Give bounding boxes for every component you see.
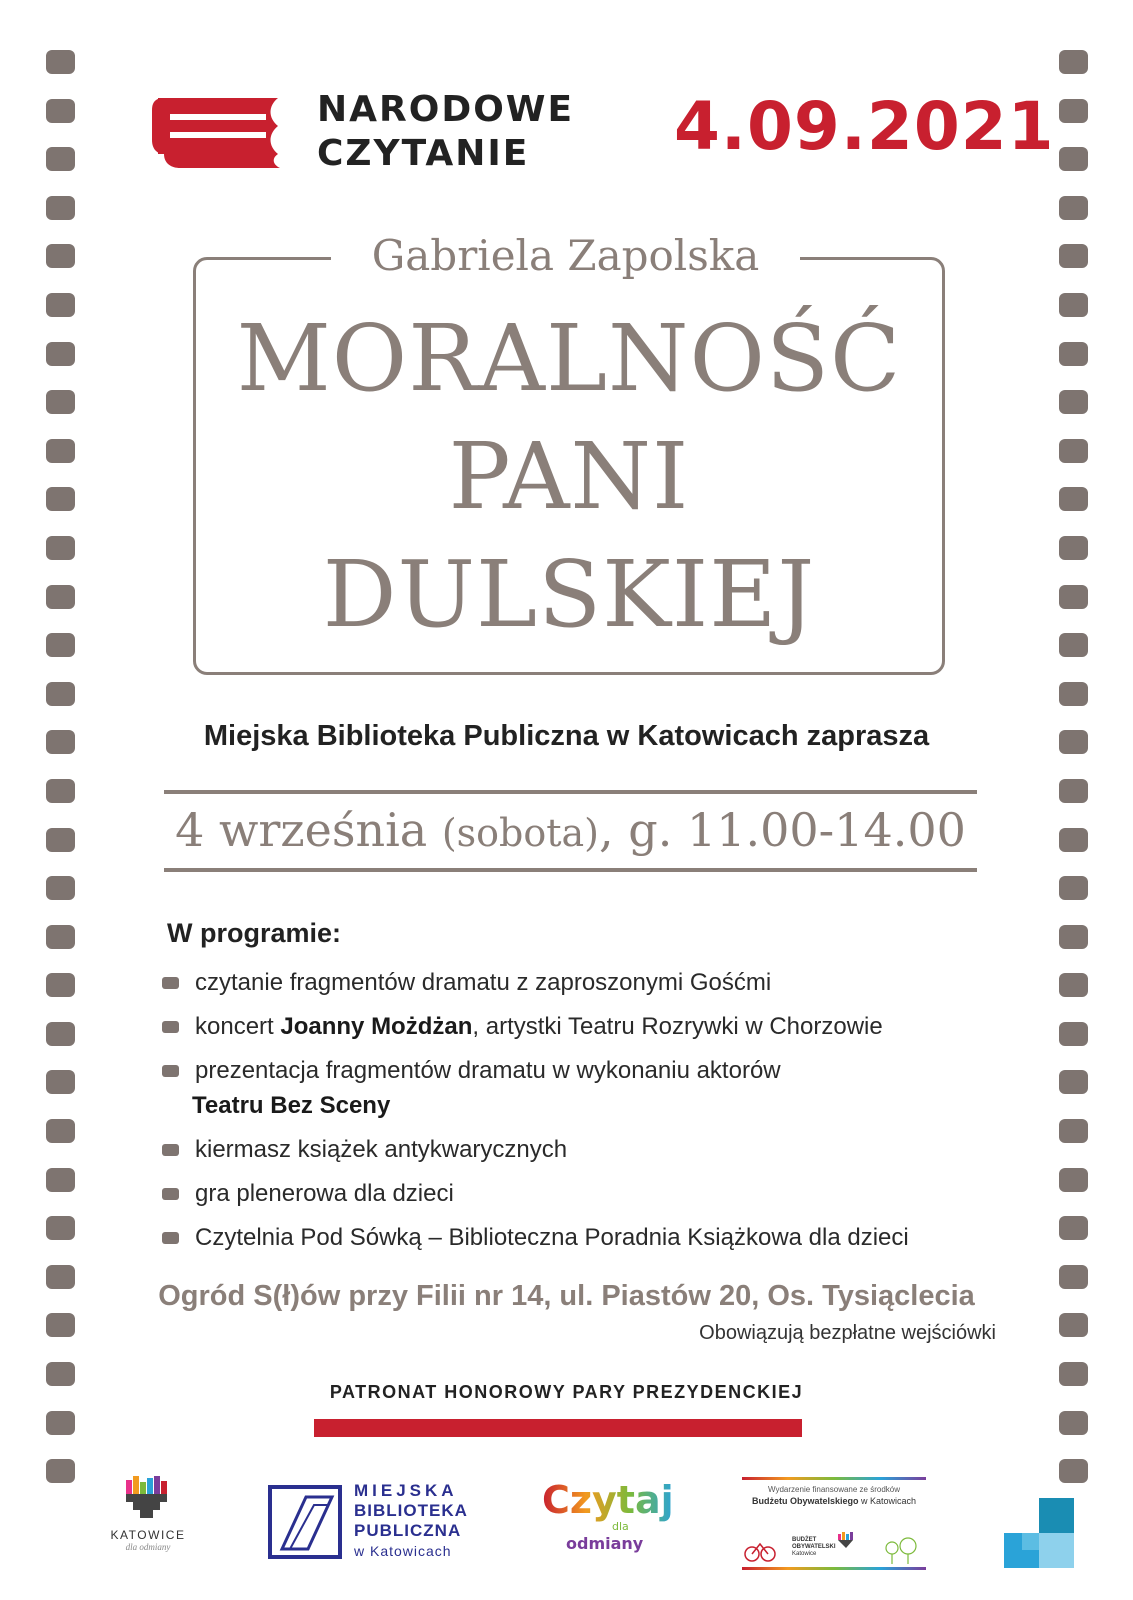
program-heading: W programie: xyxy=(167,918,342,948)
invitation-line: Miejska Biblioteka Publiczna w Katowicach zaprasza xyxy=(203,720,930,752)
list-item: prezentacja fragmentów dramatu w wykonaniu aktorów Teatru Bez Sceny xyxy=(162,1056,1002,1120)
czytaj-logo-main: Czytaj xyxy=(542,1478,674,1522)
divider-top xyxy=(164,790,977,794)
program-list xyxy=(162,968,1002,1267)
budzet-small-logo: BUDŻET OBYWATELSKI Katowice xyxy=(792,1537,836,1557)
bullet-icon xyxy=(162,1232,179,1244)
title-line-2: PANI xyxy=(448,423,690,530)
budzet-caption: Wydarzenie finansowane ze środków xyxy=(768,1485,900,1494)
bullet-icon xyxy=(162,1065,179,1077)
budzet-caption-2: Budżetu Obywatelskiego w Katowicach xyxy=(751,1496,917,1506)
divider-bottom xyxy=(164,868,977,872)
katowice-logo xyxy=(103,1476,193,1552)
title-line-3: DULSKIEJ xyxy=(322,541,816,648)
red-bar xyxy=(314,1419,802,1437)
title-line-1: MORALNOŚĆ xyxy=(236,305,902,412)
list-item: czytanie fragmentów dramatu z zaproszonymi Gośćmi xyxy=(162,968,1002,997)
mbp-logo-text: MIEJSKA BIBLIOTEKA PUBLICZNA w Katowicach xyxy=(354,1481,468,1559)
katowice-name: KATOWICE xyxy=(110,1528,186,1542)
brand-line-1: NARODOWE xyxy=(317,89,575,130)
film-perforation-left xyxy=(46,50,75,1483)
brand-line-2: CZYTANIE xyxy=(317,133,530,174)
bullet-icon xyxy=(162,977,179,989)
event-location: Ogród S(ł)ów przy Filii nr 14, ul. Piastów 20, Os. Tysiąclecia xyxy=(158,1280,975,1312)
bullet-icon xyxy=(162,1188,179,1200)
blue-squares-icon xyxy=(1004,1498,1074,1568)
katowice-heart-icon xyxy=(123,1476,173,1522)
film-perforation-right xyxy=(1059,50,1088,1483)
event-day: 4 września xyxy=(175,803,428,857)
tickets-note: Obowiązują bezpłatne wejściówki xyxy=(699,1322,996,1344)
czytaj-logo-dla: dla xyxy=(612,1520,629,1533)
budzet-icons xyxy=(742,1530,926,1568)
list-item: koncert Joanny Możdżan, artystki Teatru Rozrywki w Chorzowie xyxy=(162,1012,1002,1041)
author-name: Gabriela Zapolska xyxy=(331,228,800,284)
event-time xyxy=(164,800,977,863)
event-hours: , g. 11.00-14.00 xyxy=(599,803,966,857)
czytaj-logo-odmiany: odmiany xyxy=(566,1534,644,1553)
bullet-icon xyxy=(162,1144,179,1156)
honorary-patronage: PATRONAT HONOROWY PARY PREZYDENCKIEJ xyxy=(329,1382,804,1402)
list-item: Czytelnia Pod Sówką – Biblioteczna Poradnia Książkowa dla dzieci xyxy=(162,1223,1002,1252)
event-date: 4.09.2021 xyxy=(674,88,1055,165)
budzet-top-line xyxy=(742,1477,926,1480)
katowice-tagline: dla odmiany xyxy=(125,1542,171,1552)
list-item: kiermasz książek antykwarycznych xyxy=(162,1135,1002,1164)
event-weekday: (sobota) xyxy=(441,811,600,855)
budzet-bottom-line xyxy=(742,1567,926,1570)
performer-name: Joanny Możdżan xyxy=(280,1013,473,1040)
book-title xyxy=(193,300,945,654)
narodowe-czytanie-book-icon xyxy=(150,92,290,172)
bullet-icon xyxy=(162,1021,179,1033)
list-item: gra plenerowa dla dzieci xyxy=(162,1179,1002,1208)
theatre-name: Teatru Bez Sceny xyxy=(192,1092,391,1119)
narodowe-czytanie-logo-text xyxy=(317,88,574,176)
